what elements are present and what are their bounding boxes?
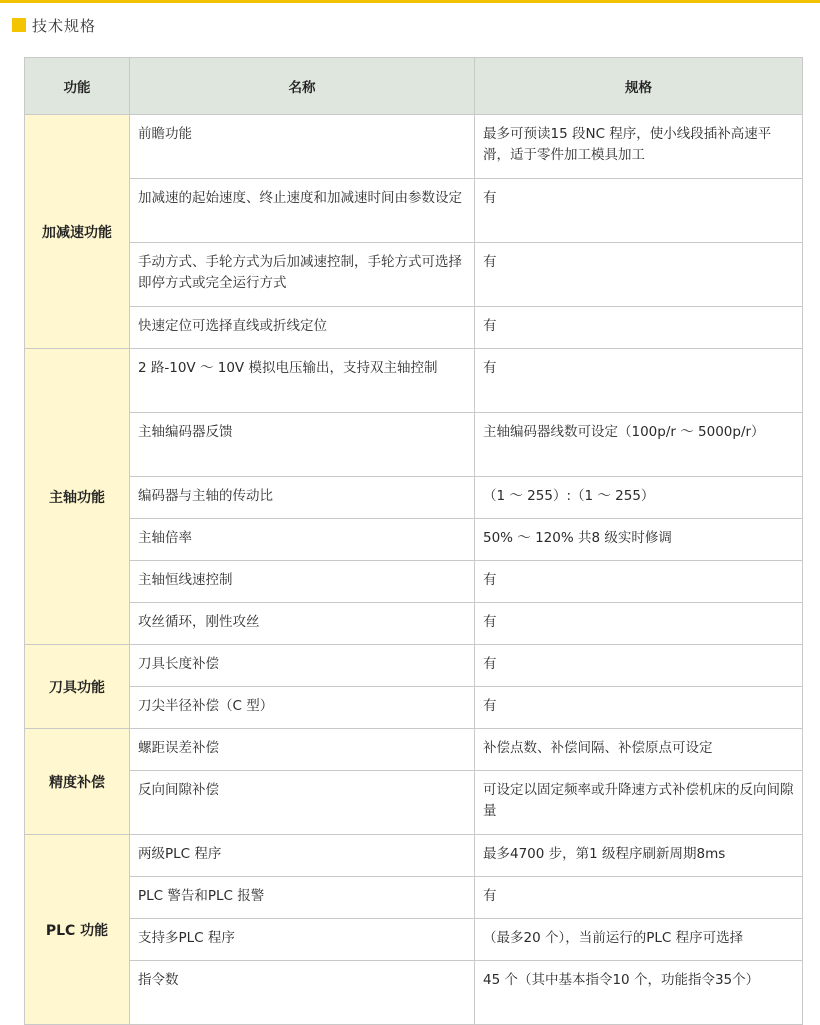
table-row xyxy=(25,179,803,243)
spec-cell: 有 xyxy=(475,561,803,603)
name-cell: 快速定位可选择直线或折线定位 xyxy=(130,307,475,349)
name-cell: 编码器与主轴的传动比 xyxy=(130,477,475,519)
spec-cell: 45 个（其中基本指令10 个，功能指令35个） xyxy=(475,961,803,1025)
spec-cell: 补偿点数、补偿间隔、补偿原点可设定 xyxy=(475,729,803,771)
name-cell: 2 路-10V ～ 10V 模拟电压输出，支持双主轴控制 xyxy=(130,349,475,413)
table-row xyxy=(25,307,803,349)
section-header xyxy=(12,14,96,36)
name-cell: 主轴编码器反馈 xyxy=(130,413,475,477)
spec-cell: 有 xyxy=(475,877,803,919)
spec-cell: 有 xyxy=(475,603,803,645)
name-cell: 支持多PLC 程序 xyxy=(130,919,475,961)
header-name: 名称 xyxy=(130,58,475,115)
table-row xyxy=(25,919,803,961)
section-title: 技术规格 xyxy=(32,16,97,35)
name-cell: 主轴倍率 xyxy=(130,519,475,561)
top-accent-bar xyxy=(0,0,820,3)
name-cell: 加减速的起始速度、终止速度和加减速时间由参数设定 xyxy=(130,179,475,243)
table-row xyxy=(25,877,803,919)
section-marker-icon xyxy=(12,18,26,32)
table-row xyxy=(25,349,803,413)
name-cell: PLC 警告和PLC 报警 xyxy=(130,877,475,919)
name-cell: 刀尖半径补偿（C 型） xyxy=(130,687,475,729)
spec-table xyxy=(24,57,803,1025)
table-row xyxy=(25,115,803,179)
table-row xyxy=(25,645,803,687)
spec-cell: 最多可预读15 段NC 程序，使小线段插补高速平滑，适于零件加工模具加工 xyxy=(475,115,803,179)
name-cell: 手动方式、手轮方式为后加减速控制，手轮方式可选择即停方式或完全运行方式 xyxy=(130,243,475,307)
name-cell: 两级PLC 程序 xyxy=(130,835,475,877)
spec-cell: 50% ～ 120% 共8 级实时修调 xyxy=(475,519,803,561)
spec-cell: 有 xyxy=(475,307,803,349)
name-cell: 螺距误差补偿 xyxy=(130,729,475,771)
spec-cell: （1 ～ 255）:（1 ～ 255） xyxy=(475,477,803,519)
spec-cell: 有 xyxy=(475,687,803,729)
name-cell: 前瞻功能 xyxy=(130,115,475,179)
table-row xyxy=(25,243,803,307)
spec-cell: 有 xyxy=(475,645,803,687)
table-row xyxy=(25,687,803,729)
table-row xyxy=(25,561,803,603)
name-cell: 指令数 xyxy=(130,961,475,1025)
header-function: 功能 xyxy=(25,58,130,115)
spec-cell: 最多4700 步，第1 级程序刷新周期8ms xyxy=(475,835,803,877)
header-spec: 规格 xyxy=(475,58,803,115)
group-label: 刀具功能 xyxy=(25,645,130,729)
table-row xyxy=(25,771,803,835)
group-label: 加减速功能 xyxy=(25,115,130,349)
spec-cell: 有 xyxy=(475,243,803,307)
group-label: 精度补偿 xyxy=(25,729,130,835)
spec-cell: 有 xyxy=(475,179,803,243)
name-cell: 攻丝循环，刚性攻丝 xyxy=(130,603,475,645)
table-row xyxy=(25,413,803,477)
table-row xyxy=(25,477,803,519)
spec-cell: 有 xyxy=(475,349,803,413)
table-row xyxy=(25,835,803,877)
spec-cell: 可设定以固定频率或升降速方式补偿机床的反向间隙量 xyxy=(475,771,803,835)
table-row xyxy=(25,519,803,561)
table-row xyxy=(25,729,803,771)
spec-cell: （最多20 个），当前运行的PLC 程序可选择 xyxy=(475,919,803,961)
table-row xyxy=(25,603,803,645)
table-row xyxy=(25,961,803,1025)
table-header-row xyxy=(25,58,803,115)
table-body xyxy=(25,115,803,1025)
name-cell: 主轴恒线速控制 xyxy=(130,561,475,603)
name-cell: 刀具长度补偿 xyxy=(130,645,475,687)
group-label: PLC 功能 xyxy=(25,835,130,1025)
group-label: 主轴功能 xyxy=(25,349,130,645)
name-cell: 反向间隙补偿 xyxy=(130,771,475,835)
spec-cell: 主轴编码器线数可设定（100p/r ～ 5000p/r） xyxy=(475,413,803,477)
